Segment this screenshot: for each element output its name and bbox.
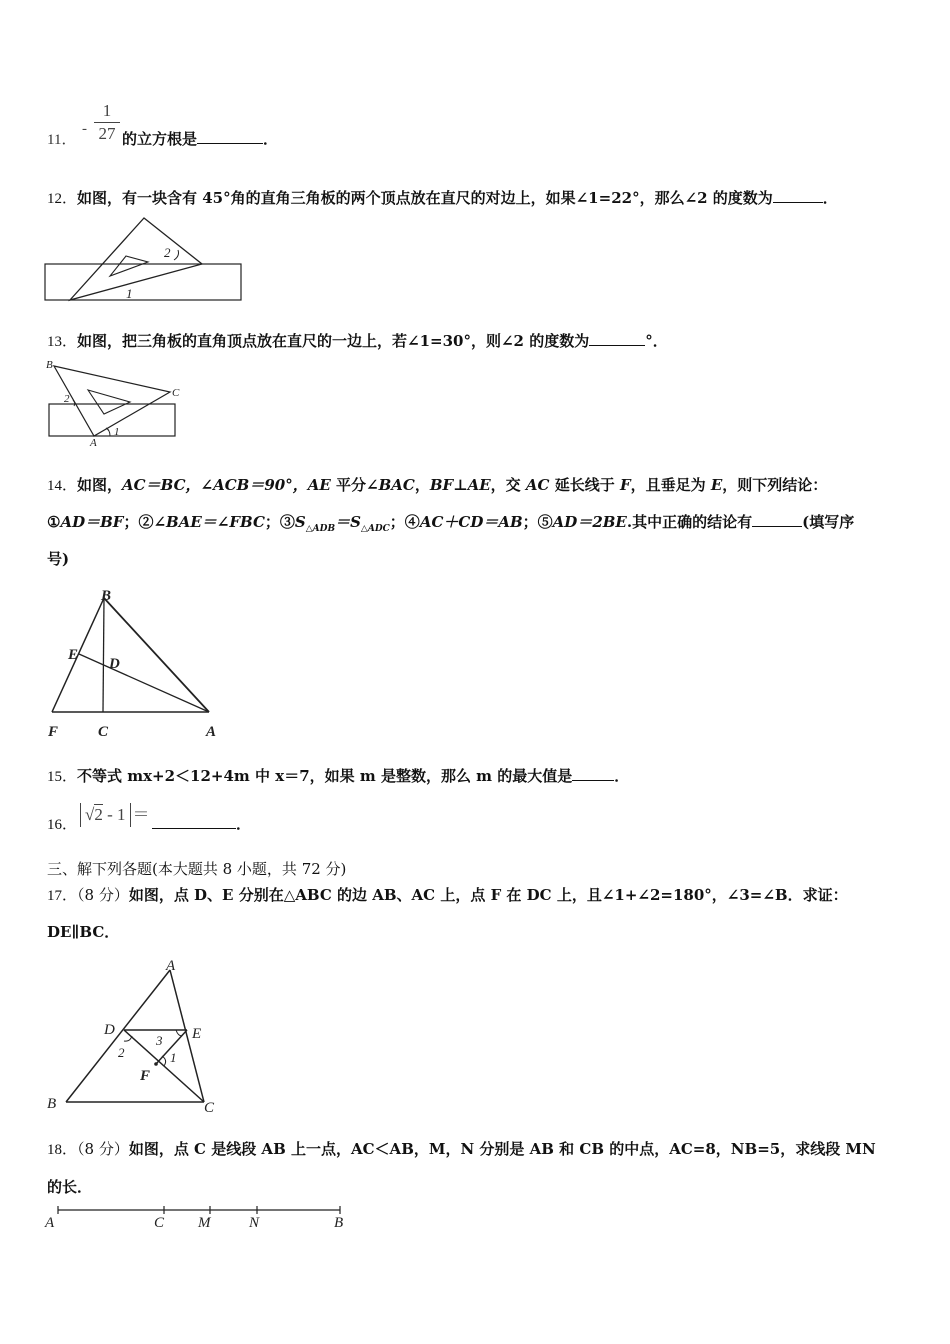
q17-label-D: D [104, 1022, 115, 1038]
ruler [49, 404, 175, 436]
answer-blank[interactable] [752, 512, 802, 527]
q13-label-2: 2 [64, 393, 70, 405]
q11-question-text: 的立方根是 [122, 130, 198, 148]
q17-line1 [47, 884, 848, 905]
math-text: BF [429, 476, 454, 494]
math-text: E [710, 476, 723, 494]
text: ；③ [264, 513, 295, 531]
q17-label-1: 1 [170, 1050, 177, 1065]
q13-label-B: B [46, 359, 53, 371]
q15 [47, 765, 629, 786]
text: 延长线于 [549, 476, 620, 494]
text: 如图， [77, 476, 123, 494]
q15-question-text: 不等式 mx+2＜12+4m 中 x＝7，如果 m 是整数，那么 m 的最大值是 [77, 767, 573, 785]
text: .其中正确的结论有 [626, 513, 753, 531]
q14-label-A: A [206, 724, 217, 740]
q14-number: 14． [47, 478, 78, 494]
q16-number: 16． [47, 817, 78, 833]
q14-label-C: C [98, 724, 109, 740]
section-title: 三、解下列各题(本大题共 8 小题，共 72 分) [47, 860, 347, 878]
q14-label-D: D [109, 656, 120, 672]
segment-BA [104, 598, 209, 712]
q13-number: 13． [47, 334, 78, 350]
q12 [47, 187, 838, 208]
q17-score: （8 分） [77, 886, 129, 904]
q17-label-B: B [47, 1096, 57, 1112]
q17-number: 17． [47, 888, 78, 904]
math-text: AE [467, 476, 491, 494]
q16-radicand: 2 [94, 805, 103, 824]
angle-arc [174, 250, 179, 260]
text: ① [47, 513, 61, 531]
q11-text [122, 128, 278, 149]
math-text: AD＝BF [60, 513, 124, 531]
q13-label-1: 1 [114, 426, 120, 438]
q12-question-text: 如图，有一块含有 45°角的直角三角板的两个顶点放在直尺的对边上，如果∠1=22°，那么∠2 的度数为 [77, 189, 773, 207]
q18-label-B: B [334, 1215, 344, 1231]
q18-question-text: 如图，点 C 是线段 AB 上一点，AC＜AB，M，N 分别是 AB 和 CB 的中点，AC=8，NB=5，求线段 MN [128, 1140, 876, 1158]
math-text: BAE＝∠FBC [166, 513, 265, 531]
q13-degree-end: °． [645, 332, 668, 350]
q11-denominator: 27 [98, 124, 116, 143]
q18-label-M: M [198, 1215, 211, 1231]
q14-line2 [47, 511, 854, 534]
q18-score: （8 分） [77, 1140, 129, 1158]
q11-period: ． [263, 130, 279, 148]
q11-numerator: 1 [102, 101, 112, 120]
q13-question-text: 如图，把三角板的直角顶点放在直尺的一边上，若∠1=30°，则∠2 的度数为 [77, 332, 590, 350]
q18-line2: 的长． [47, 1178, 93, 1196]
q13-label-A: A [90, 437, 97, 448]
fraction-bar [94, 122, 120, 123]
text: 平分∠ [330, 476, 379, 494]
q11 [47, 128, 76, 149]
q17-line2: DE∥BC． [47, 923, 120, 941]
q18-label-N: N [249, 1215, 260, 1231]
math-text: ＝S [335, 513, 361, 531]
q13-label-C: C [172, 387, 180, 399]
q13 [47, 330, 668, 351]
q17-label-C: C [204, 1100, 215, 1116]
q11-fraction [94, 101, 120, 144]
math-text: F [619, 476, 631, 494]
q11-number: 11． [47, 132, 77, 148]
answer-blank[interactable] [589, 331, 645, 346]
answer-blank[interactable] [773, 188, 823, 203]
point-F [154, 1062, 158, 1066]
q14-line1 [47, 474, 827, 495]
subscript: △ADC [360, 524, 390, 534]
math-text: BAC [378, 476, 415, 494]
q18-label-C: C [154, 1215, 165, 1231]
segment-EA [79, 654, 209, 712]
q12-label-1: 1 [126, 286, 133, 301]
q18-figure [44, 1204, 354, 1234]
math-text: AC＝BC，∠ACB＝90°，AE [122, 476, 331, 494]
q12-label-2: 2 [164, 245, 171, 260]
q15-number: 15． [47, 769, 78, 785]
text: ⊥ [453, 476, 468, 494]
text: ， [414, 476, 430, 494]
q14-figure [44, 586, 234, 746]
math-text: AC [525, 476, 550, 494]
q17-label-2: 2 [118, 1045, 125, 1060]
q17-label-F: F [140, 1068, 151, 1084]
text: ，交 [490, 476, 526, 494]
text: ，则下列结论： [722, 476, 828, 494]
q17-label-A: A [166, 958, 176, 974]
q16-period: ． [236, 815, 252, 833]
q17-question-text: 如图，点 D、E 分别在△ABC 的边 AB、AC 上，点 F 在 DC 上，且∠1+∠2=180°，∠3=∠B．求证： [128, 886, 848, 904]
text: ；⑤ [522, 513, 553, 531]
q16-expression [80, 800, 150, 827]
text: ，且垂足为 [630, 476, 711, 494]
absolute-value [80, 803, 131, 827]
q18-number: 18． [47, 1142, 78, 1158]
q17-label-3: 3 [156, 1033, 163, 1048]
q12-figure [44, 214, 244, 304]
text: ；②∠ [123, 513, 167, 531]
q16-equals: ＝ [132, 805, 150, 824]
math-text: S [294, 513, 306, 531]
set-square-inner [88, 390, 130, 414]
text: ；④ [389, 513, 420, 531]
sqrt-sign: √ [85, 805, 95, 824]
math-text: AC＋CD＝AB [419, 513, 523, 531]
angle-arc [176, 1030, 182, 1036]
q11-sign: - [82, 121, 87, 137]
q17-label-E: E [192, 1026, 202, 1042]
subscript: △ADB [305, 524, 336, 534]
q14-label-F: F [48, 724, 59, 740]
q16-minus-one: - 1 [107, 805, 126, 824]
q12-period: ． [822, 189, 838, 207]
segment-AB [66, 970, 170, 1102]
text: (填写序 [802, 513, 855, 531]
answer-blank[interactable] [197, 129, 263, 144]
q18-label-A: A [45, 1215, 55, 1231]
q17-figure [44, 956, 234, 1118]
set-square-outer [54, 366, 170, 436]
math-text: AD＝2BE [552, 513, 627, 531]
q14-label-B: B [101, 588, 112, 604]
q13-figure [44, 356, 194, 448]
segment-BC [103, 598, 104, 712]
q18-line1 [47, 1138, 876, 1159]
q16 [47, 813, 77, 834]
set-square-inner [110, 256, 148, 276]
answer-blank[interactable] [572, 766, 614, 781]
q16-answer [152, 813, 251, 834]
answer-blank[interactable] [152, 814, 236, 829]
q15-period: ． [614, 767, 630, 785]
q12-number: 12． [47, 191, 78, 207]
q14-line3: 号) [47, 550, 70, 568]
q14-label-E: E [68, 647, 79, 663]
